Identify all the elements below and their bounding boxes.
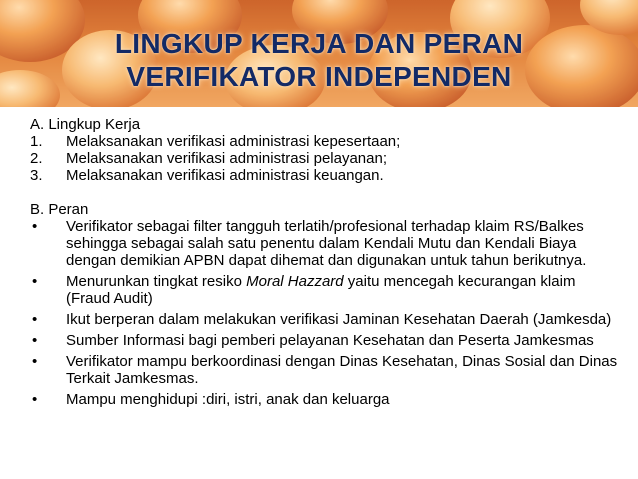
item-text: Ikut berperan dalam melakukan verifikasi Jaminan Kesehatan Daerah (Jamkesda) xyxy=(66,311,612,328)
item-text: Sumber Informasi bagi pemberi pelayanan Kesehatan dan Peserta Jamkesmas xyxy=(66,332,594,349)
item-number: 2. xyxy=(30,150,43,167)
slide-title-line-1: LINGKUP KERJA DAN PERAN xyxy=(114,28,524,59)
item-text-post: yaitu mencegah kecurangan klaim (Fraud Audit) xyxy=(66,273,576,307)
list-item xyxy=(30,273,620,307)
item-text: Verifikator sebagai filter tangguh terlatih/profesional terhadap klaim RS/Balkes sehingga sebagai salah satu penentu dalam Kendali Mutu dan Kendali Biaya dengan demikian APBN dapat dihemat dan digunakan untuk tahun berikutnya. xyxy=(66,218,587,269)
bullet-icon: • xyxy=(32,218,38,235)
item-text: Melaksanakan verifikasi administrasi keuangan. xyxy=(66,167,384,184)
item-text: Mampu menghidupi :diri, istri, anak dan keluarga xyxy=(66,391,390,408)
bullet-icon: • xyxy=(32,353,38,370)
item-text xyxy=(66,273,620,307)
item-text-italic: Moral Hazzard xyxy=(246,273,344,290)
item-text: Melaksanakan verifikasi administrasi pelayanan; xyxy=(66,150,387,167)
bullet-icon: • xyxy=(32,391,38,408)
list-item xyxy=(30,167,620,184)
item-text: Melaksanakan verifikasi administrasi kepesertaan; xyxy=(66,133,401,150)
item-number: 1. xyxy=(30,133,43,150)
spacer xyxy=(30,184,620,201)
list-item xyxy=(30,353,620,387)
bullet-icon: • xyxy=(32,311,38,328)
bullet-icon: • xyxy=(32,273,38,290)
list-item xyxy=(30,133,620,150)
section-b-heading: B. Peran xyxy=(30,201,89,218)
list-item xyxy=(30,391,620,408)
slide-body xyxy=(30,116,620,412)
section-a-heading: A. Lingkup Kerja xyxy=(30,116,141,133)
list-item xyxy=(30,311,620,328)
list-item xyxy=(30,218,620,269)
header-banner xyxy=(0,0,638,107)
list-item xyxy=(30,150,620,167)
list-item xyxy=(30,332,620,349)
bullet-icon: • xyxy=(32,332,38,349)
item-number: 3. xyxy=(30,167,43,184)
slide-title-line-2: VERIFIKATOR INDEPENDEN xyxy=(126,61,512,92)
item-text: Verifikator mampu berkoordinasi dengan Dinas Kesehatan, Dinas Sosial dan Dinas Terkait Jamkesmas. xyxy=(66,353,618,387)
item-text-pre: Menurunkan tingkat resiko xyxy=(66,273,247,290)
